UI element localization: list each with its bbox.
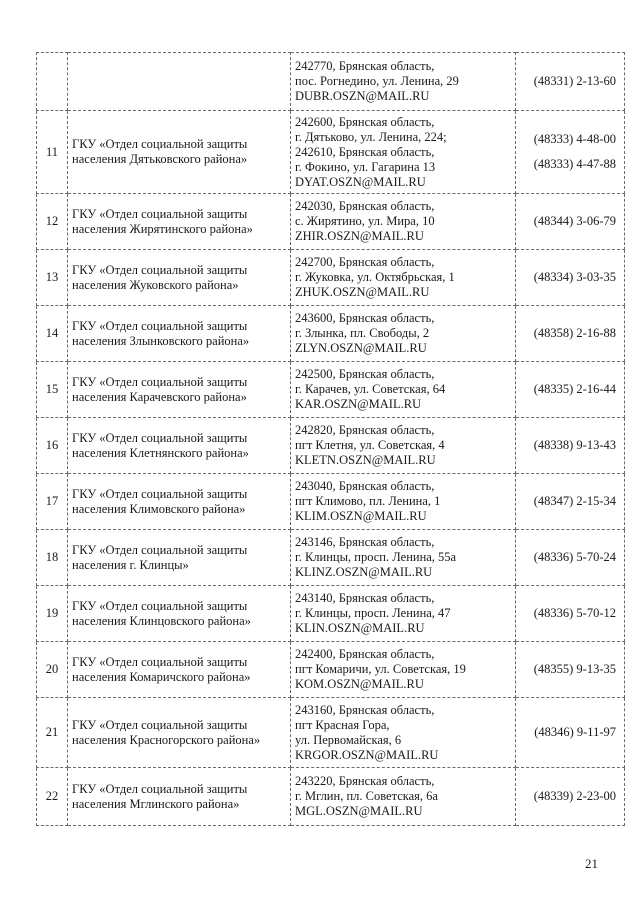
- table-row: [37, 530, 625, 586]
- address-line: г. Дятьково, ул. Ленина, 224;: [295, 129, 447, 144]
- address-line: KLETN.OSZN@MAIL.RU: [295, 453, 436, 467]
- organization-name: [68, 586, 291, 642]
- address-line: г. Клинцы, просп. Ленина, 47: [295, 606, 451, 620]
- address-line: 243040, Брянская область,: [295, 479, 435, 493]
- organization-name-line: населения г. Клинцы»: [72, 557, 189, 572]
- phone-number: (48355) 9-13-35: [533, 662, 616, 676]
- row-number: 21: [37, 698, 68, 768]
- table-row: [37, 53, 625, 111]
- organization-name-line: населения Клинцовского района»: [72, 613, 251, 628]
- organization-name: [68, 768, 291, 826]
- phone-cell: [516, 418, 625, 474]
- address-cell: [291, 530, 516, 586]
- row-number: 20: [37, 642, 68, 698]
- address-line: 243146, Брянская область,: [295, 535, 435, 549]
- address-line: 242030, Брянская область,: [295, 199, 435, 213]
- address-line: 242700, Брянская область,: [295, 255, 435, 269]
- phone-cell: [516, 306, 625, 362]
- address-cell: [291, 250, 516, 306]
- organization-name-line: ГКУ «Отдел социальной защиты: [72, 430, 248, 445]
- organization-name-line: ГКУ «Отдел социальной защиты: [72, 781, 248, 796]
- phone-cell: [516, 111, 625, 194]
- organization-name-line: ГКУ «Отдел социальной защиты: [72, 486, 248, 501]
- organization-name-line: ГКУ «Отдел социальной защиты: [72, 654, 248, 669]
- organization-name-line: ГКУ «Отдел социальной защиты: [72, 374, 248, 389]
- table-row: [37, 418, 625, 474]
- table-row: [37, 474, 625, 530]
- address-line: с. Жирятино, ул. Мира, 10: [295, 214, 435, 228]
- address-line: г. Карачев, ул. Советская, 64: [295, 382, 446, 396]
- phone-number: (48334) 3-03-35: [533, 270, 616, 284]
- organization-name-line: ГКУ «Отдел социальной защиты: [72, 262, 248, 277]
- address-line: 242610, Брянская область,: [295, 144, 435, 159]
- address-line: DUBR.OSZN@MAIL.RU: [295, 89, 430, 103]
- organization-name: [68, 250, 291, 306]
- address-cell: [291, 768, 516, 826]
- table-row: [37, 111, 625, 194]
- address-line: г. Жуковка, ул. Октябрьская, 1: [295, 270, 455, 284]
- address-line: г. Мглин, пл. Советская, 6а: [295, 789, 438, 803]
- address-line: 243600, Брянская область,: [295, 311, 435, 325]
- organization-name: [68, 418, 291, 474]
- row-number: 14: [37, 306, 68, 362]
- address-line: 242400, Брянская область,: [295, 647, 435, 661]
- table-row: [37, 698, 625, 768]
- row-number: 12: [37, 194, 68, 250]
- address-cell: [291, 698, 516, 768]
- address-cell: [291, 642, 516, 698]
- phone-cell: [516, 530, 625, 586]
- table-body: [37, 53, 625, 826]
- address-line: 242770, Брянская область,: [295, 59, 435, 73]
- table-row: [37, 306, 625, 362]
- organization-name-line: ГКУ «Отдел социальной защиты: [72, 542, 248, 557]
- organization-name-line: населения Красногорского района»: [72, 732, 261, 747]
- address-line: ZHUK.OSZN@MAIL.RU: [295, 285, 430, 299]
- organization-name-line: населения Мглинского района»: [72, 796, 240, 811]
- organization-name-line: ГКУ «Отдел социальной защиты: [72, 598, 248, 613]
- organization-name-line: населения Жуковского района»: [72, 277, 239, 292]
- address-line: KLINZ.OSZN@MAIL.RU: [295, 565, 433, 579]
- organization-name: [68, 111, 291, 194]
- row-number: 18: [37, 530, 68, 586]
- table-row: [37, 194, 625, 250]
- address-cell: [291, 194, 516, 250]
- organization-name-line: ГКУ «Отдел социальной защиты: [72, 137, 248, 151]
- phone-number: (48333) 4-47-88: [533, 157, 616, 171]
- organization-name: [68, 194, 291, 250]
- address-line: ZLYN.OSZN@MAIL.RU: [295, 341, 427, 355]
- phone-number: (48346) 9-11-97: [534, 725, 616, 739]
- table-row: [37, 642, 625, 698]
- phone-number: (48336) 5-70-12: [533, 606, 616, 620]
- address-line: пгт Красная Гора,: [295, 717, 390, 732]
- row-number: 15: [37, 362, 68, 418]
- organization-name-line: населения Жирятинского района»: [72, 221, 253, 236]
- table-row: [37, 768, 625, 826]
- organization-name-line: ГКУ «Отдел социальной защиты: [72, 318, 248, 333]
- address-line: MGL.OSZN@MAIL.RU: [295, 804, 423, 818]
- row-number: 11: [37, 111, 68, 194]
- address-line: KLIM.OSZN@MAIL.RU: [295, 509, 427, 523]
- address-line: г. Фокино, ул. Гагарина 13: [295, 159, 436, 174]
- address-line: 243140, Брянская область,: [295, 591, 435, 605]
- address-line: пгт Клетня, ул. Советская, 4: [295, 438, 445, 452]
- row-number: 22: [37, 768, 68, 826]
- row-number: 13: [37, 250, 68, 306]
- phone-number: (48335) 2-16-44: [533, 382, 616, 396]
- organization-name-line: населения Дятьковского района»: [72, 152, 248, 166]
- phone-cell: [516, 474, 625, 530]
- address-cell: [291, 418, 516, 474]
- row-number: 19: [37, 586, 68, 642]
- phone-cell: [516, 53, 625, 111]
- phone-number: (48339) 2-23-00: [533, 789, 616, 803]
- phone-cell: [516, 250, 625, 306]
- address-line: KAR.OSZN@MAIL.RU: [295, 397, 422, 411]
- address-line: 242820, Брянская область,: [295, 423, 435, 437]
- address-line: ул. Первомайская, 6: [295, 732, 402, 747]
- phone-cell: [516, 768, 625, 826]
- address-line: г. Клинцы, просп. Ленина, 55а: [295, 550, 457, 564]
- phone-number: (48333) 4-48-00: [533, 132, 616, 146]
- phone-cell: [516, 194, 625, 250]
- organization-name: [68, 530, 291, 586]
- phone-cell: [516, 642, 625, 698]
- organization-name: [68, 642, 291, 698]
- phone-number: (48336) 5-70-24: [533, 550, 616, 564]
- address-cell: [291, 111, 516, 194]
- address-line: пгт Климово, пл. Ленина, 1: [295, 494, 441, 508]
- organization-name-line: населения Комаричского района»: [72, 669, 251, 684]
- table-row: [37, 362, 625, 418]
- address-line: 242600, Брянская область,: [295, 114, 435, 129]
- address-line: пос. Рогнедино, ул. Ленина, 29: [295, 74, 459, 88]
- address-line: 243160, Брянская область,: [295, 702, 435, 717]
- organization-name: [68, 306, 291, 362]
- phone-number: (48331) 2-13-60: [533, 74, 616, 88]
- table-row: [37, 586, 625, 642]
- organization-name: [68, 698, 291, 768]
- row-number: 16: [37, 418, 68, 474]
- phone-number: (48338) 9-13-43: [533, 438, 616, 452]
- phone-cell: [516, 698, 625, 768]
- organization-name-line: населения Клетнянского района»: [72, 445, 249, 460]
- social-protection-offices-table: [36, 52, 625, 826]
- address-cell: [291, 53, 516, 111]
- phone-number: (48344) 3-06-79: [533, 214, 616, 228]
- phone-number: (48347) 2-15-34: [533, 494, 616, 508]
- address-cell: [291, 586, 516, 642]
- address-line: KOM.OSZN@MAIL.RU: [295, 677, 424, 691]
- address-line: 242500, Брянская область,: [295, 367, 435, 381]
- address-cell: [291, 474, 516, 530]
- row-number: [37, 53, 68, 111]
- phone-cell: [516, 586, 625, 642]
- address-line: ZHIR.OSZN@MAIL.RU: [295, 229, 424, 243]
- address-line: KLIN.OSZN@MAIL.RU: [295, 621, 425, 635]
- organization-name-line: населения Карачевского района»: [72, 389, 247, 404]
- organization-name-line: населения Злынковского района»: [72, 333, 250, 348]
- address-line: г. Злынка, пл. Свободы, 2: [295, 326, 430, 340]
- address-line: KRGOR.OSZN@MAIL.RU: [295, 747, 439, 762]
- row-number: 17: [37, 474, 68, 530]
- organization-name-line: населения Климовского района»: [72, 501, 246, 516]
- organization-name: [68, 474, 291, 530]
- address-line: пгт Комаричи, ул. Советская, 19: [295, 662, 466, 676]
- page-number: 21: [585, 856, 598, 871]
- organization-name: [68, 362, 291, 418]
- phone-cell: [516, 362, 625, 418]
- address-cell: [291, 362, 516, 418]
- address-line: DYAT.OSZN@MAIL.RU: [295, 174, 426, 189]
- organization-name-line: ГКУ «Отдел социальной защиты: [72, 206, 248, 221]
- organization-name: [68, 53, 291, 111]
- address-cell: [291, 306, 516, 362]
- phone-number: (48358) 2-16-88: [533, 326, 616, 340]
- table-row: [37, 250, 625, 306]
- organization-name-line: ГКУ «Отдел социальной защиты: [72, 717, 248, 732]
- address-line: 243220, Брянская область,: [295, 774, 435, 788]
